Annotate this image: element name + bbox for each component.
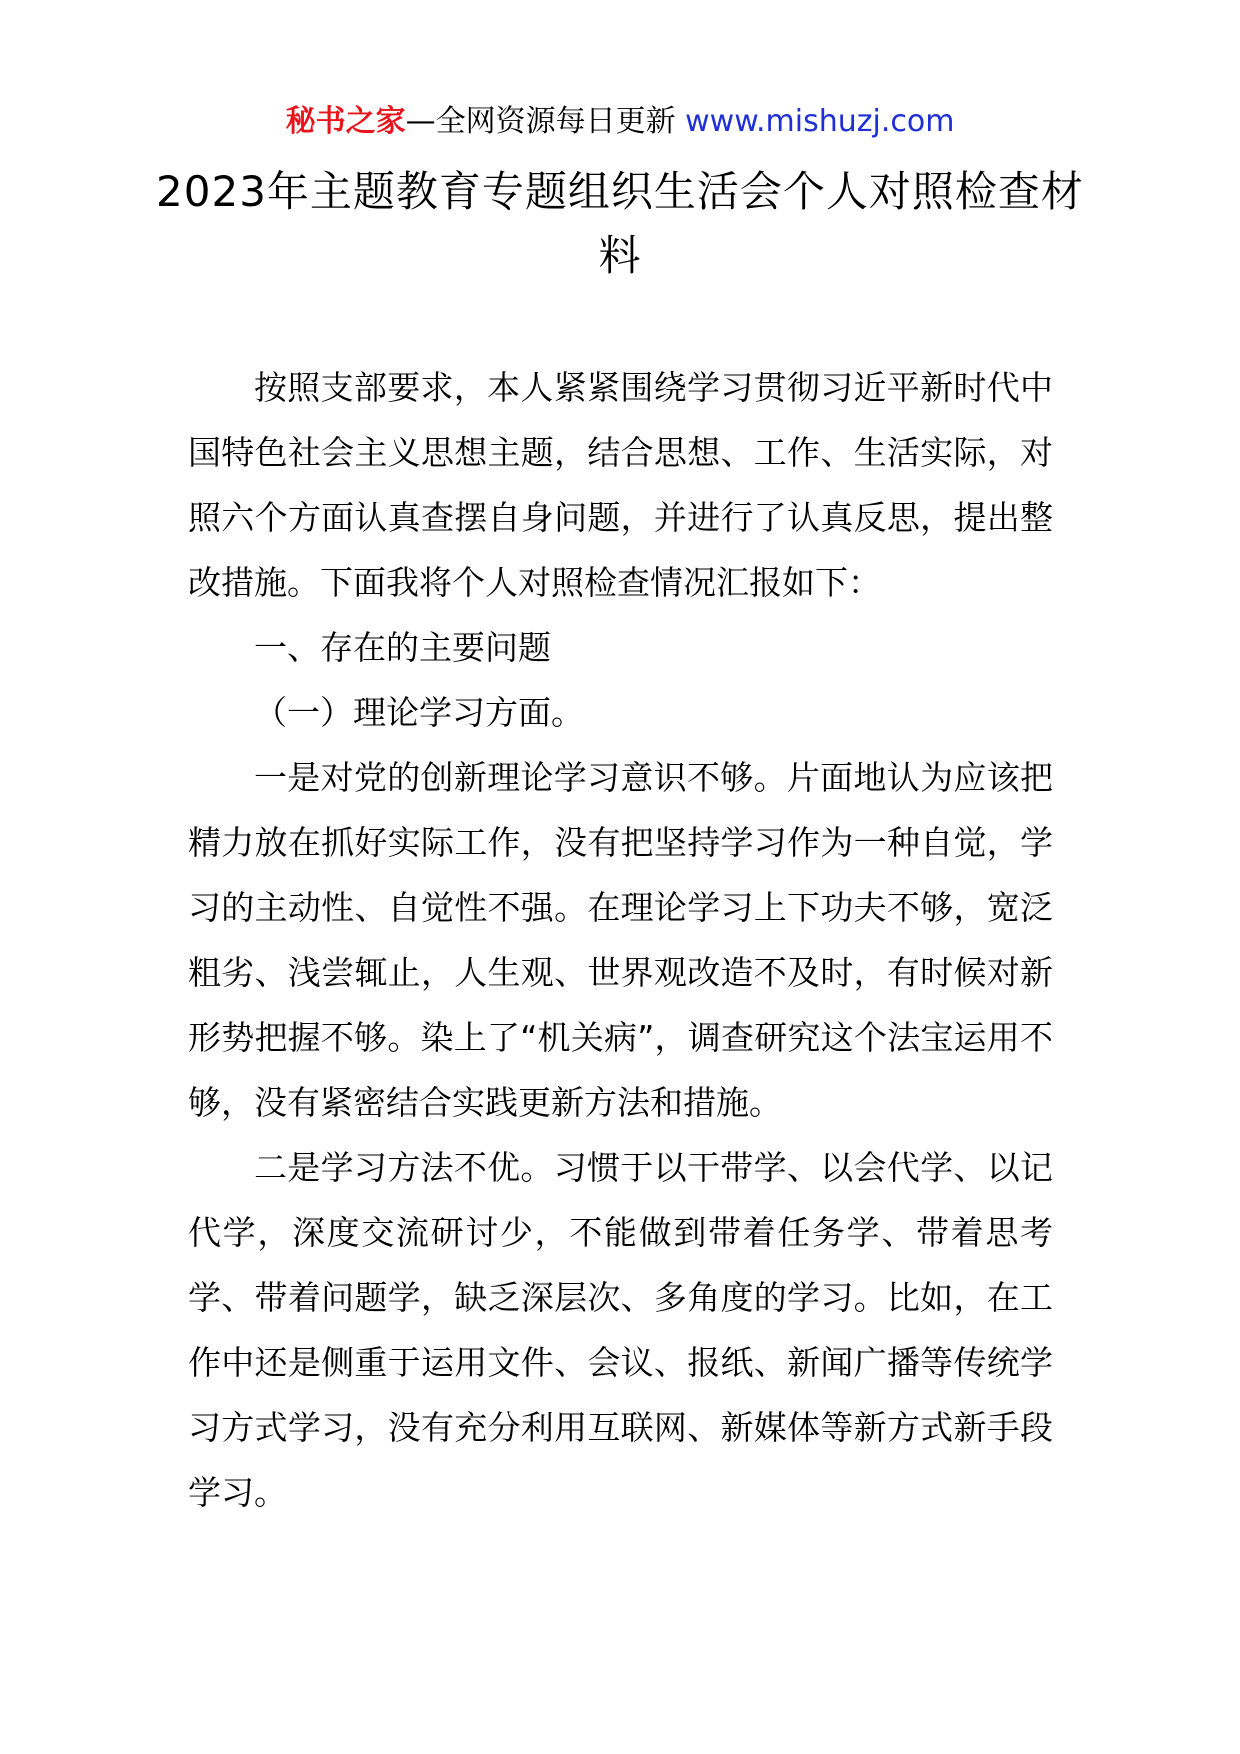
document-body xyxy=(188,355,1053,1525)
document-title: 2023年主题教育专题组织生活会个人对照检查材料 xyxy=(156,167,1084,280)
body-paragraph: 二是学习方法不优。习惯于以干带学、以会代学、以记代学，深度交流研讨少，不能做到带着任务学、带着思考学、带着问题学，缺乏深层次、多角度的学习。比如，在工作中还是侧重于运用文件、会议、报纸、新闻广播等传统学习方式学习，没有充分利用互联网、新媒体等新方式新手段学习。 xyxy=(188,1148,1053,1512)
site-url: www.mishuzj.com xyxy=(685,104,955,139)
section-heading: 一、存在的主要问题 xyxy=(254,628,551,667)
watermark-header xyxy=(0,100,1240,144)
brand-name: 秘书之家 xyxy=(285,104,406,139)
brand-slogan: —全网资源每日更新 xyxy=(405,104,676,139)
subsection-heading: （一）理论学习方面。 xyxy=(254,693,584,732)
body-paragraph: 一是对党的创新理论学习意识不够。片面地认为应该把精力放在抓好实际工作，没有把坚持学习作为一种自觉，学习的主动性、自觉性不强。在理论学习上下功夫不够，宽泛粗劣、浅尝辄止，人生观、世界观改造不及时，有时候对新形势把握不够。染上了“机关病”，调查研究这个法宝运用不够，没有紧密结合实践更新方法和措施。 xyxy=(188,758,1053,1122)
intro-paragraph: 按照支部要求，本人紧紧围绕学习贯彻习近平新时代中国特色社会主义思想主题，结合思想、工作、生活实际，对照六个方面认真查摆自身问题，并进行了认真反思，提出整改措施。下面我将个人对照检查情况汇报如下： xyxy=(188,368,1053,602)
